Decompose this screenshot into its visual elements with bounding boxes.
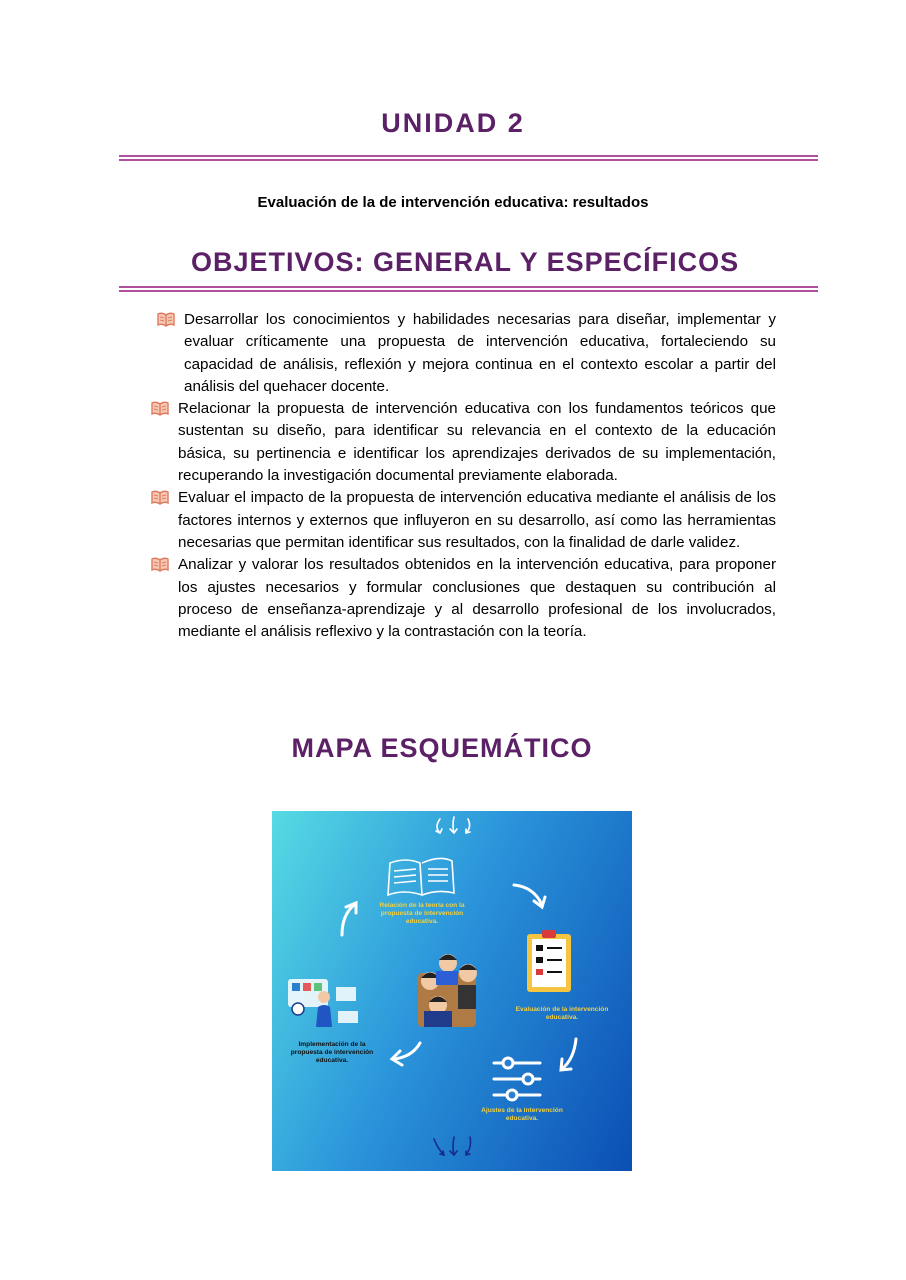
objective-item	[150, 309, 776, 398]
sliders-icon	[494, 1058, 540, 1100]
objectives-title: OBJETIVOS: GENERAL Y ESPECÍFICOS	[191, 247, 740, 277]
objectives-list	[150, 309, 776, 643]
cycle-arrow-icon	[514, 885, 545, 907]
unit-title: UNIDAD 2	[381, 108, 525, 138]
objectives-divider	[119, 286, 818, 292]
open-book-icon	[388, 858, 454, 895]
book-icon	[150, 489, 170, 505]
objective-item	[150, 487, 776, 554]
students-group-icon	[418, 954, 477, 1027]
cycle-arrow-icon	[342, 903, 356, 935]
label-evaluation: Evaluación de la intervención educativa.	[515, 1006, 609, 1021]
top-arrows-icon	[436, 817, 470, 833]
schematic-map	[272, 811, 632, 1171]
objective-text: Evaluar el impacto de la propuesta de intervención educativa mediante el análisis de los factores internos y externos que influyeron en su desarrollo, así como las herramientas necesarias que permitan identificar sus resultados, con la finalidad de darle validez.	[178, 489, 776, 551]
book-icon	[150, 556, 170, 572]
cycle-arrow-icon	[392, 1043, 420, 1065]
bottom-arrows-icon	[434, 1137, 471, 1155]
teacher-board-icon	[288, 979, 358, 1027]
label-adjustments: Ajustes de la intervención educativa.	[481, 1107, 563, 1122]
book-icon	[156, 311, 176, 327]
label-theory: Relación de la teoría con la propuesta de intervención educativa.	[379, 902, 465, 925]
checklist-icon	[527, 930, 571, 992]
map-title: MAPA ESQUEMÁTICO	[291, 733, 593, 763]
unit-subtitle: Evaluación de la de intervención educativa: resultados	[257, 194, 649, 211]
objective-text: Analizar y valorar los resultados obtenidos en la intervención educativa, para proponer los ajustes necesarios y formular conclusiones que destaquen su contribución al proceso de enseñanza-aprendizaje y al desarrollo profesional de los involucrados, mediante el análisis reflexivo y la contrastación con la teoría.	[178, 556, 776, 641]
objective-text: Desarrollar los conocimientos y habilidades necesarias para diseñar, implementar y evaluar críticamente una propuesta de intervención educativa, fortaleciendo su capacidad de análisis, reflexión y mejora continua en el contexto escolar a partir del análisis del quehacer docente.	[184, 311, 776, 395]
objective-text: Relacionar la propuesta de intervención educativa con los fundamentos teóricos que sustentan su diseño, para identificar su relevancia en el contexto de la educación básica, su pertinencia e identificar los aprendizajes derivados de su implementación, recuperando la investigación documental previamente elaborada.	[178, 400, 776, 485]
cycle-arrow-icon	[561, 1039, 576, 1070]
objective-item	[150, 398, 776, 487]
label-implementation: Implementación de la propuesta de intervención educativa.	[290, 1041, 374, 1064]
schematic-map-graphics	[272, 811, 632, 1171]
objective-item	[150, 554, 776, 643]
book-icon	[150, 400, 170, 416]
header-divider	[119, 155, 818, 161]
